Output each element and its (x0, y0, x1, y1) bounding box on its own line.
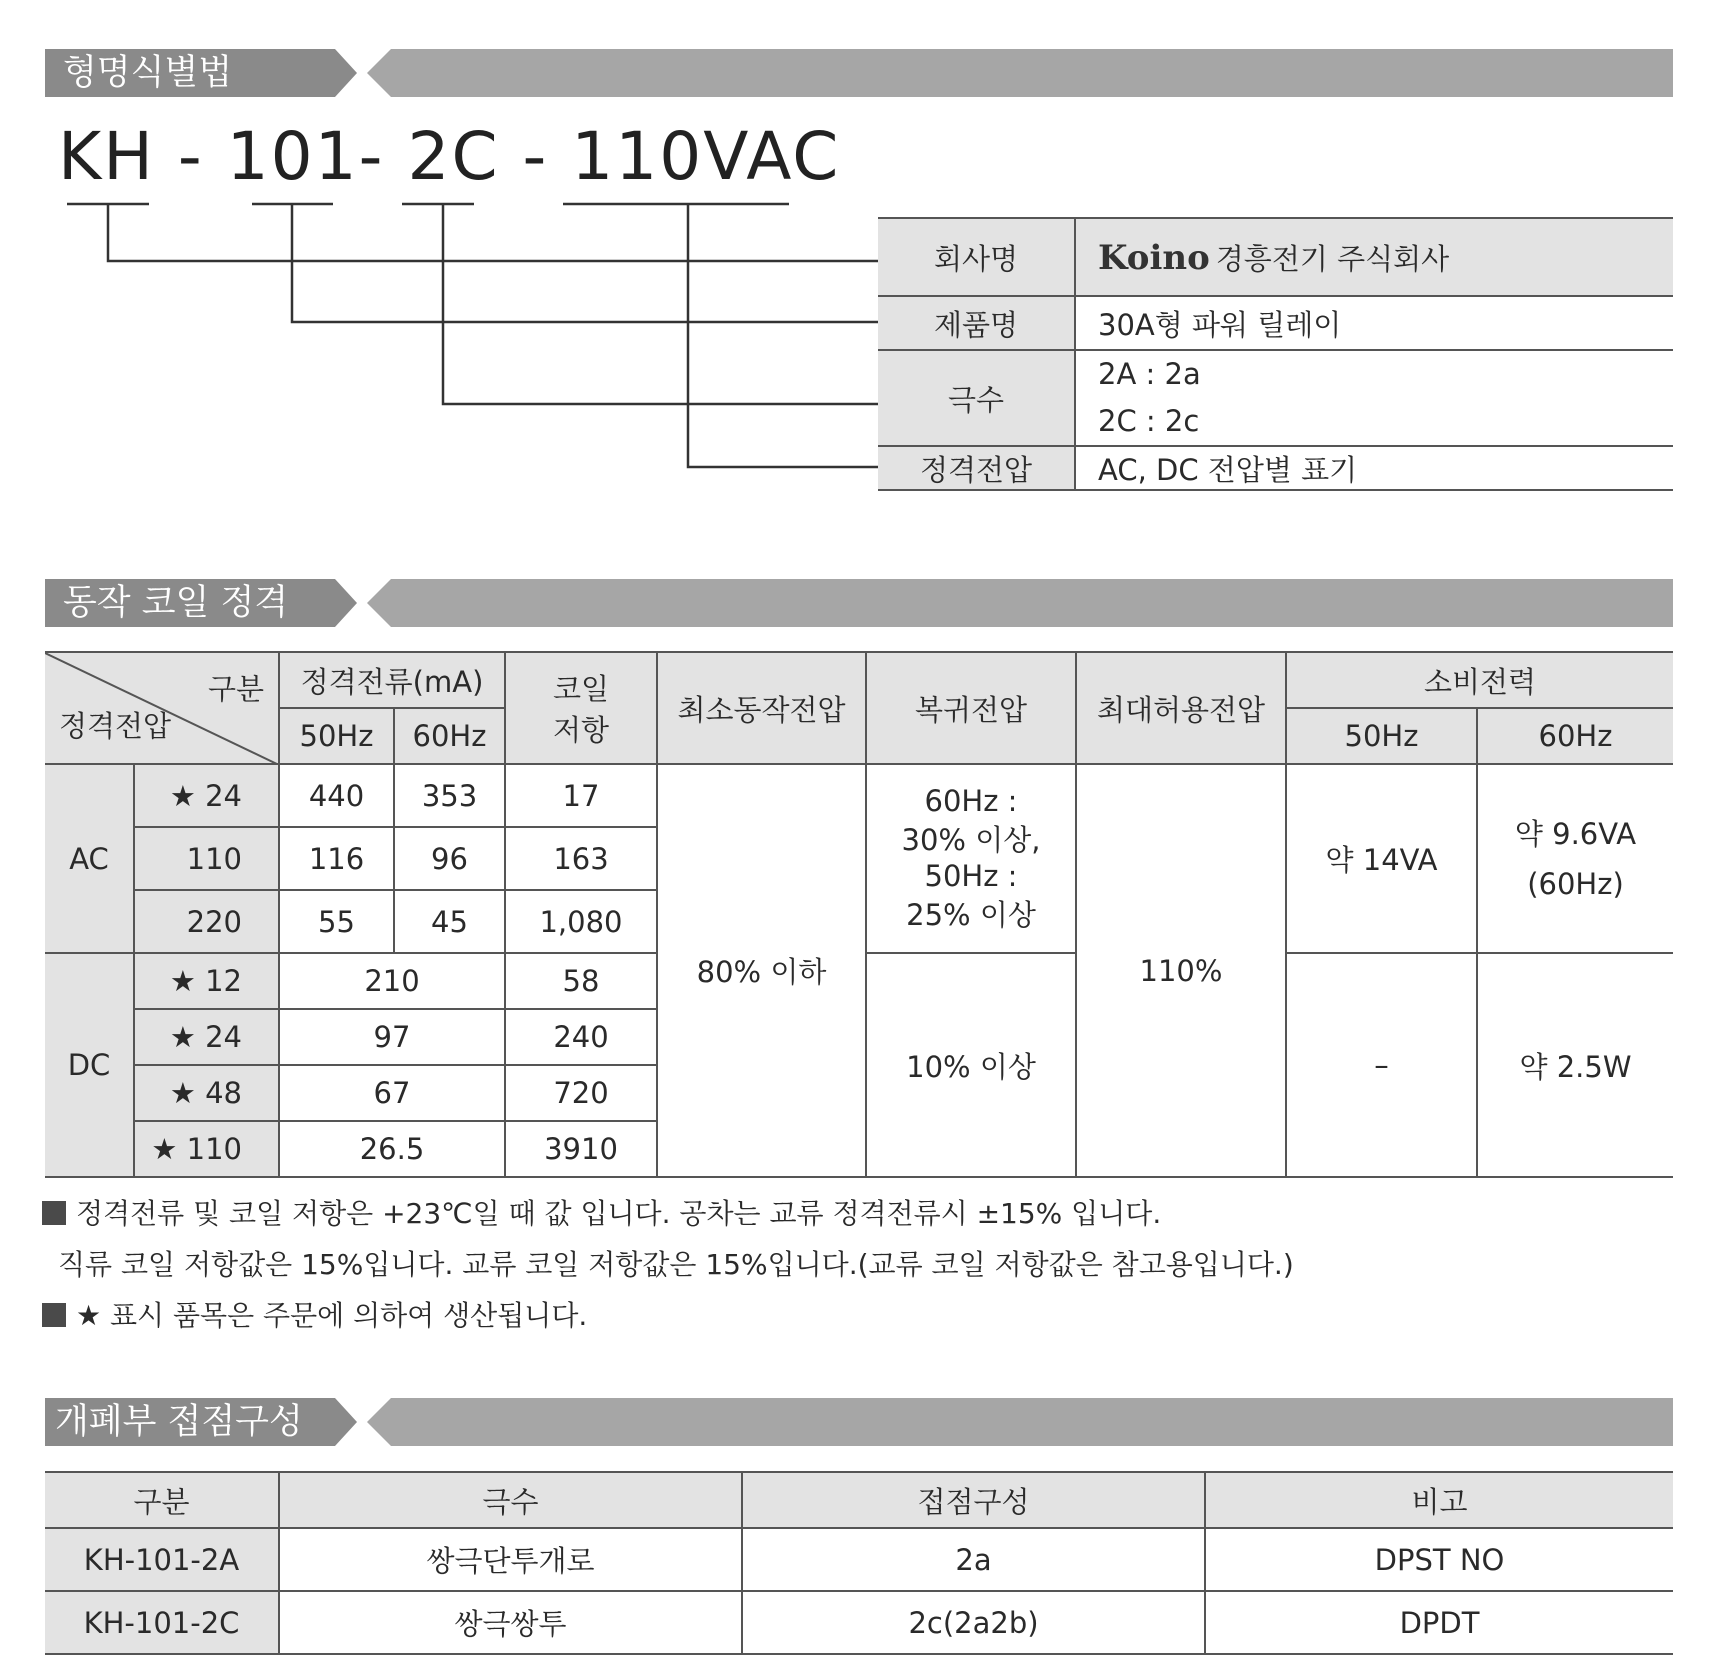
identification-table (878, 217, 1673, 491)
header-max-allow: 최대허용전압 (1076, 652, 1286, 764)
dc-label: DC (45, 953, 134, 1177)
square-bullet-icon (42, 1303, 66, 1327)
release-ac-value: 60Hz : 30% 이상, 50Hz : 25% 이상 (866, 764, 1076, 953)
key-company: 회사명 (878, 218, 1075, 296)
value-product: 30A형 파워 릴레이 (1075, 296, 1673, 350)
current-50hz-cell: 116 (279, 827, 394, 890)
voltage-cell: ★ 12 (134, 953, 279, 1009)
key-voltage: 정격전압 (878, 446, 1075, 490)
table-row (45, 652, 1673, 708)
table-row (878, 350, 1673, 446)
current-cell: 97 (279, 1009, 505, 1065)
ac-label: AC (45, 764, 134, 953)
current-cell: 26.5 (279, 1121, 505, 1177)
header-min-operate: 최소동작전압 (657, 652, 866, 764)
header-remark: 비고 (1205, 1472, 1673, 1528)
header-category: 구분 (45, 1472, 279, 1528)
power-ac-60hz: 약 9.6VA (60Hz) (1477, 764, 1673, 953)
current-cell: 210 (279, 953, 505, 1009)
power-dc-60hz: 약 2.5W (1477, 953, 1673, 1177)
poles-cell: 쌍극단투개로 (279, 1528, 742, 1591)
header-power: 소비전력 (1286, 652, 1673, 708)
current-60hz-cell: 353 (394, 764, 505, 827)
resistance-cell: 240 (505, 1009, 657, 1065)
resistance-cell: 163 (505, 827, 657, 890)
section-title: 형명식별법 (63, 53, 233, 93)
header-power-50hz: 50Hz (1286, 708, 1477, 764)
model-cell: KH-101-2A (45, 1528, 279, 1591)
section-title: 동작 코일 정격 (63, 583, 289, 623)
square-bullet-icon (42, 1201, 66, 1225)
value-company: Koino 경흥전기 주식회사 (1075, 218, 1673, 296)
voltage-cell: ★ 24 (134, 764, 279, 827)
section-title: 개폐부 접점구성 (55, 1402, 303, 1442)
min-operate-value: 80% 이하 (657, 764, 866, 1177)
section-header-coil (45, 579, 1673, 627)
current-50hz-cell: 440 (279, 764, 394, 827)
resistance-cell: 3910 (505, 1121, 657, 1177)
header-current-50hz: 50Hz (279, 708, 394, 764)
key-product: 제품명 (878, 296, 1075, 350)
current-60hz-cell: 96 (394, 827, 505, 890)
resistance-cell: 1,080 (505, 890, 657, 953)
contact-cell: 2a (742, 1528, 1205, 1591)
voltage-cell: ★ 110 (134, 1121, 279, 1177)
power-dc-50hz: – (1286, 953, 1477, 1177)
voltage-cell: 110 (134, 827, 279, 890)
table-row (878, 296, 1673, 350)
header-rated-voltage: 정격전압 (59, 709, 172, 743)
value-voltage: AC, DC 전압별 표기 (1075, 446, 1673, 490)
coil-rating-table (45, 651, 1673, 1178)
power-ac-50hz: 약 14VA (1286, 764, 1477, 953)
poles-cell: 쌍극쌍투 (279, 1591, 742, 1654)
table-row (45, 764, 1673, 827)
table-row (45, 1591, 1673, 1654)
koino-logo: Koino (1098, 237, 1210, 278)
contact-cell: 2c(2a2b) (742, 1591, 1205, 1654)
release-dc-value: 10% 이상 (866, 953, 1076, 1177)
header-release: 복귀전압 (866, 652, 1076, 764)
voltage-cell: 220 (134, 890, 279, 953)
note-1: 정격전류 및 코일 저항은 +23℃일 때 값 입니다. 공차는 교류 정격전류시 ±15% 입니다. (42, 1192, 1161, 1232)
value-poles: 2A : 2a 2C : 2c (1075, 350, 1673, 446)
note-3: ★ 표시 품목은 주문에 의하여 생산됩니다. (42, 1294, 587, 1334)
header-current-60hz: 60Hz (394, 708, 505, 764)
max-allow-value: 110% (1076, 764, 1286, 1177)
remark-cell: DPST NO (1205, 1528, 1673, 1591)
key-poles: 극수 (878, 350, 1075, 446)
resistance-cell: 17 (505, 764, 657, 827)
current-60hz-cell: 45 (394, 890, 505, 953)
header-category: 구분 (207, 672, 264, 706)
current-cell: 67 (279, 1065, 505, 1121)
table-row (878, 446, 1673, 490)
header-rated-current: 정격전류(mA) (279, 652, 505, 708)
section-bar-graphic (45, 579, 1673, 627)
header-contact: 접점구성 (742, 1472, 1205, 1528)
voltage-cell: ★ 48 (134, 1065, 279, 1121)
voltage-cell: ★ 24 (134, 1009, 279, 1065)
table-row (45, 1472, 1673, 1528)
diagonal-header-cell (45, 652, 279, 764)
note-2: 직류 코일 저항값은 15%입니다. 교류 코일 저항값은 15%입니다.(교류 코일 저항값은 참고용입니다.) (58, 1248, 1294, 1281)
remark-cell: DPDT (1205, 1591, 1673, 1654)
header-power-60hz: 60Hz (1477, 708, 1673, 764)
header-coil-resistance: 코일 저항 (505, 652, 657, 764)
table-row (878, 218, 1673, 296)
model-cell: KH-101-2C (45, 1591, 279, 1654)
current-50hz-cell: 55 (279, 890, 394, 953)
model-code: KH - 101- 2C - 110VAC (58, 118, 841, 195)
resistance-cell: 720 (505, 1065, 657, 1121)
resistance-cell: 58 (505, 953, 657, 1009)
table-row (45, 1528, 1673, 1591)
section-header-contact (45, 1398, 1673, 1446)
header-poles: 극수 (279, 1472, 742, 1528)
contact-table (45, 1471, 1673, 1655)
